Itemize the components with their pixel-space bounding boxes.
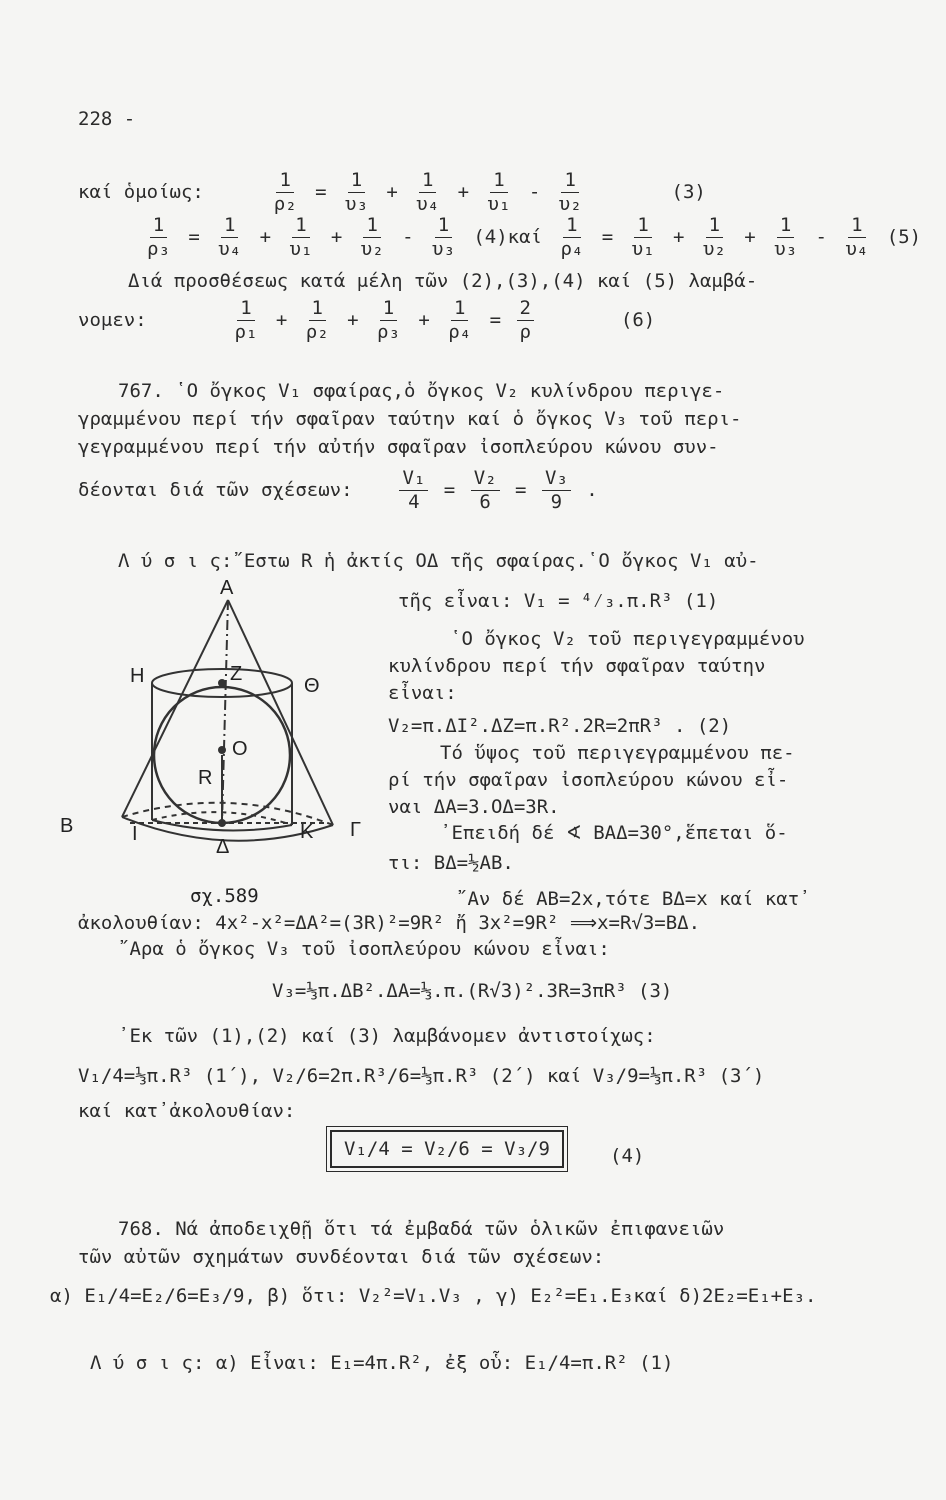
sol1-line-11: τι: ΒΔ=½ΑΒ. <box>388 852 514 874</box>
sol1-line-1: Λ ύ σ ι ς:῎Εστω R ἡ ἀκτίς ΟΔ τῆς σφαίρας.῾Ο ὄγκος V₁ αὐ- <box>118 550 759 572</box>
eq3-plus-1: + <box>386 180 398 203</box>
eq3-equals: = <box>315 180 327 203</box>
eq5-frac-5: $\frac{1}{\text{υ₄}}$ <box>845 214 869 260</box>
label-k: Κ <box>300 821 314 843</box>
label-o: Ο <box>232 738 248 760</box>
eq4-plus-1: + <box>259 225 272 248</box>
sol1-line-3: ῾Ο ὄγκος V₂ τοῦ περιγεγραμμένου <box>450 628 805 650</box>
p768-line-1: 768. Νά ἀποδειχθῇ ὅτι τά ἐμβαδά τῶν ὁλικῶν ἐπιφανειῶν <box>118 1218 725 1240</box>
point-o <box>218 746 226 754</box>
eq3-tag: (3) <box>671 180 706 203</box>
label-g: Γ <box>350 819 362 841</box>
label-a: Α <box>220 577 234 599</box>
eq5-plus-1: + <box>673 225 685 248</box>
eq5-equals: = <box>601 225 614 248</box>
eq6-lead: νομεν: <box>78 308 147 331</box>
point-d <box>218 819 226 827</box>
eq3-lead: καί ὁμοίως: <box>78 180 204 203</box>
eq6-frac-5: $\frac{2}{\rho}$ <box>517 298 534 343</box>
p767-frac-2: $\frac{\text{V₂}}{6}$ <box>471 468 500 513</box>
page-number: 228 - <box>78 108 136 130</box>
sol1-line-7: Τό ὕψος τοῦ περιγεγραμμένου πε- <box>440 742 795 764</box>
eq3-frac-3: $\frac{1}{\text{υ₄}}$ <box>416 169 440 215</box>
eq5-frac-1: $\frac{1}{\text{ρ₄}}$ <box>560 214 584 260</box>
p768-line-3: α) E₁/4=E₂/6=E₃/9, β) ὅτι: V₂²=V₁.V₃ , γ) E₂²=E₁.E₃καί δ)2E₂=E₁+E₃. <box>50 1285 817 1307</box>
eq6-tag: (6) <box>620 308 656 331</box>
eq5-frac-3: $\frac{1}{\text{υ₂}}$ <box>702 214 726 260</box>
sol1-line-8: ρί τήν σφαῖραν ἰσοπλεύρου κώνου εἶ- <box>388 769 789 791</box>
p767-line-1: 767. ῾Ο ὄγκος V₁ σφαίρας,ὁ ὄγκος V₂ κυλίνδρου περιγε- <box>118 380 725 402</box>
label-r: R <box>198 767 213 789</box>
p767-line-4 <box>78 468 598 513</box>
sol1-line-13: ἀκολουθίαν: 4x²-x²=ΔΑ²=(3R)²=9R² ἤ 3x²=9R² ⟹x=R√3=ΒΔ. <box>78 912 701 934</box>
eq3-minus: - <box>528 180 541 203</box>
eq4-mid-text: (4)καί <box>473 225 542 248</box>
sol2-line-1: Λ ύ σ ι ς: α) Εἶναι: E₁=4π.R², ἐξ οὗ: E₁/4=π.R² (1) <box>90 1352 674 1374</box>
eq6-plus-2: + <box>347 308 359 331</box>
eq4-frac-3: $\frac{1}{\text{υ₁}}$ <box>289 214 313 260</box>
label-i: Ι <box>132 823 138 845</box>
eq5-frac-4: $\frac{1}{\text{υ₃}}$ <box>774 214 798 260</box>
label-b: Β <box>60 815 74 837</box>
figure-caption: σχ.589 <box>190 885 259 907</box>
eq6-frac-3: $\frac{1}{\text{ρ₃}}$ <box>377 297 400 343</box>
p768-line-2: τῶν αὐτῶν σχημάτων συνδέονται διά τῶν σχέσεων: <box>78 1246 605 1268</box>
equation-4-5 <box>140 215 921 260</box>
eq4-plus-2: + <box>330 225 343 248</box>
equation-6 <box>78 298 655 343</box>
sol1-line-18: καί κατ᾽ἀκολουθίαν: <box>78 1100 296 1122</box>
figure-sphere-cylinder-cone <box>50 570 390 910</box>
eq5-plus-2: + <box>744 225 756 248</box>
eq6-plus-1: + <box>275 308 288 331</box>
sol1-line-9: ναι ΔΑ=3.ΟΔ=3R. <box>388 796 560 818</box>
sum-line: Διά προσθέσεως κατά μέλη τῶν (2),(3),(4) καί (5) λαμβά- <box>128 270 758 292</box>
eq4-frac-4: $\frac{1}{\text{υ₂}}$ <box>360 214 384 260</box>
eq4-frac-5: $\frac{1}{\text{υ₃}}$ <box>432 214 455 260</box>
eq4-minus: - <box>402 225 414 248</box>
eq3-frac-2: $\frac{1}{\text{υ₃}}$ <box>345 169 368 215</box>
boxed-result: V₁/4 = V₂/6 = V₃/9 <box>330 1130 564 1168</box>
boxed-result-tag: (4) <box>610 1145 645 1167</box>
sol1-line-4: κυλίνδρου περί τήν σφαῖραν ταύτην <box>388 655 766 677</box>
p767-line-3: γεγραμμένου περί τήν αὐτήν σφαῖραν ἰσοπλεύρου κώνου συν- <box>78 436 719 458</box>
eq4-equals: = <box>188 225 200 248</box>
sol1-line-17: V₁/4=⅓π.R³ (1΄), V₂/6=2π.R³/6=⅓π.R³ (2΄) καί V₃/9=⅓π.R³ (3΄) <box>78 1065 765 1087</box>
sol1-line-10: ᾽Επειδή δέ ∢ ΒΑΔ=30°,ἕπεται ὅ- <box>440 822 788 844</box>
eq3-frac-1: $\frac{1}{\text{ρ₂}}$ <box>273 169 297 215</box>
p767-frac-1: $\frac{\text{V₁}}{4}$ <box>399 468 428 513</box>
label-z: Ζ <box>230 663 243 685</box>
eq5-minus: - <box>815 225 827 248</box>
eq3-frac-4: $\frac{1}{\text{υ₁}}$ <box>487 169 511 215</box>
sol1-line-6: V₂=π.ΔΙ².ΔΖ=π.R².2R=2πR³ . (2) <box>388 715 732 737</box>
p767-relations-lead: δέονται διά τῶν σχέσεων: <box>78 478 353 501</box>
sol1-line-15: V₃=⅓π.ΔΒ².ΔΑ=⅓.π.(R√3)².3R=3πR³ (3) <box>272 980 673 1002</box>
sol1-line-14: ῎Αρα ὁ ὄγκος V₃ τοῦ ἰσοπλεύρου κώνου εἶναι: <box>118 938 610 960</box>
label-h: Η <box>130 665 145 687</box>
eq6-frac-4: $\frac{1}{\text{ρ₄}}$ <box>448 297 472 343</box>
eq5-frac-2: $\frac{1}{\text{υ₁}}$ <box>631 214 655 260</box>
eq6-frac-2: $\frac{1}{\text{ρ₂}}$ <box>305 297 329 343</box>
p767-equals-2: = <box>515 478 527 501</box>
equation-3 <box>78 170 706 215</box>
eq5-tag: (5) <box>886 225 922 248</box>
label-d: Δ <box>216 836 230 858</box>
point-z <box>218 679 226 687</box>
sol1-line-5: εἶναι: <box>388 682 457 704</box>
eq3-frac-5: $\frac{1}{\text{υ₂}}$ <box>558 169 582 215</box>
eq6-frac-1: $\frac{1}{\text{ρ₁}}$ <box>234 297 258 343</box>
p767-equals-1: = <box>443 478 456 501</box>
sol1-line-16: ᾽Εκ τῶν (1),(2) καί (3) λαμβάνομεν ἀντιστοίχως: <box>118 1025 656 1047</box>
sol1-line-12: ῎Αν δέ ΑΒ=2x,τότε ΒΔ=x καί κατ᾽ <box>456 888 811 910</box>
p767-line-2: γραμμένου περί τήν σφαῖραν ταύτην καί ὁ ὄγκος V₃ τοῦ περι- <box>78 408 742 430</box>
sol1-line-2: τῆς εἶναι: V₁ = ⁴⁄₃.π.R³ (1) <box>398 590 719 612</box>
label-theta: Θ <box>304 675 320 697</box>
p767-frac-3: $\frac{\text{V₃}}{9}$ <box>542 468 571 513</box>
eq3-plus-2: + <box>457 180 470 203</box>
eq4-frac-1: $\frac{1}{\text{ρ₃}}$ <box>147 214 170 260</box>
eq4-frac-2: $\frac{1}{\text{υ₄}}$ <box>218 214 242 260</box>
eq6-equals: = <box>489 308 502 331</box>
eq6-plus-3: + <box>418 308 430 331</box>
p767-end: . <box>586 478 598 501</box>
